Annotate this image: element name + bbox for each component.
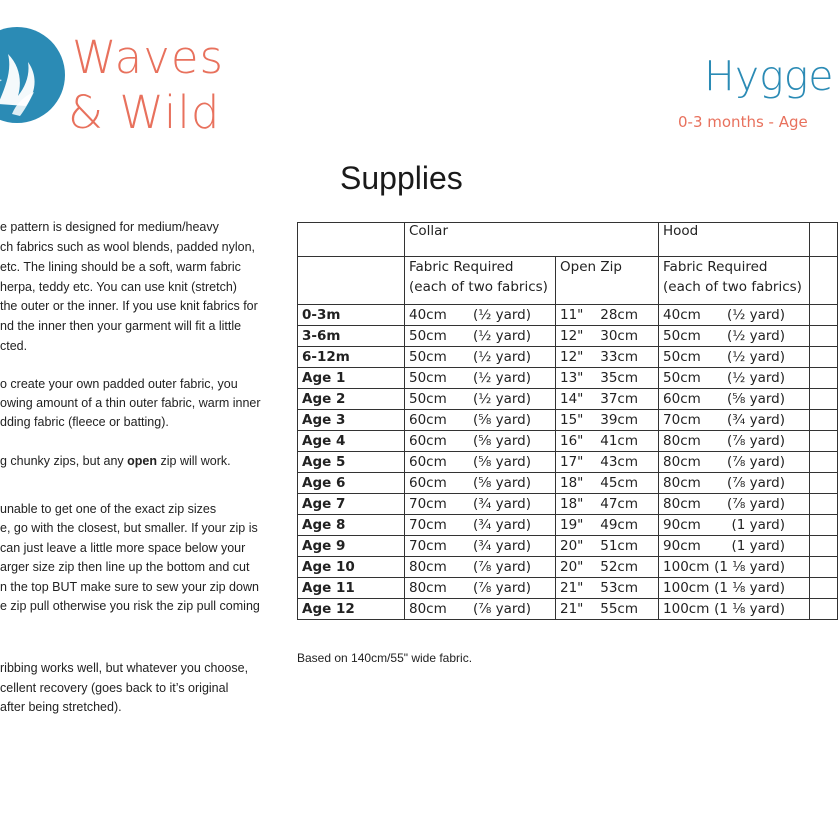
hood-cm: 80cm bbox=[663, 475, 701, 491]
note-line: ch fabrics such as wool blends, padded nylon, bbox=[0, 240, 256, 254]
collar-yard: (¾ yard) bbox=[472, 496, 531, 512]
note-line: dding fabric (fleece or batting). bbox=[0, 415, 169, 429]
note-text: g chunky zips, but any bbox=[0, 454, 128, 468]
collar-yard: (⅝ yard) bbox=[472, 433, 531, 449]
table-extra-cell bbox=[810, 515, 838, 536]
note-line: e pattern is designed for medium/heavy bbox=[0, 220, 219, 234]
table-group-header-row bbox=[298, 223, 838, 257]
note-line bbox=[0, 454, 231, 468]
collar-fabric-cell bbox=[405, 389, 556, 410]
table-extra-cell bbox=[810, 536, 838, 557]
note-text: zip will work. bbox=[157, 454, 231, 468]
zip-cm: 43cm bbox=[600, 454, 639, 470]
hood-yard: (⅝ yard) bbox=[726, 391, 786, 407]
hood-cm: 50cm bbox=[663, 349, 701, 365]
hood-yard: (⅞ yard) bbox=[726, 496, 786, 512]
table-row bbox=[298, 410, 838, 431]
zip-inches: 18" bbox=[560, 475, 584, 491]
open-zip-cell bbox=[556, 473, 659, 494]
note-line: unable to get one of the exact zip sizes bbox=[0, 502, 217, 516]
table-extra-cell bbox=[810, 368, 838, 389]
collar-fabric-cell bbox=[405, 536, 556, 557]
section-heading: Supplies bbox=[340, 160, 463, 196]
age-cell: Age 10 bbox=[298, 557, 405, 578]
age-cell: Age 9 bbox=[298, 536, 405, 557]
hood-yard: (1 ⅛ yard) bbox=[714, 580, 786, 596]
age-cell: Age 8 bbox=[298, 515, 405, 536]
pattern-title: Hygge bbox=[704, 52, 834, 100]
collar-fabric-cell bbox=[405, 368, 556, 389]
open-zip-cell bbox=[556, 578, 659, 599]
hood-yard: (½ yard) bbox=[726, 370, 786, 386]
zip-cm: 35cm bbox=[600, 370, 639, 386]
hood-fabric-cell bbox=[659, 578, 810, 599]
hood-fabric-cell bbox=[659, 557, 810, 578]
note-line: cted. bbox=[0, 339, 28, 353]
zip-cm: 39cm bbox=[600, 412, 639, 428]
collar-fabric-cell bbox=[405, 347, 556, 368]
collar-yard: (⅝ yard) bbox=[472, 475, 531, 491]
table-row bbox=[298, 515, 838, 536]
open-zip-cell bbox=[556, 431, 659, 452]
table-corner-cell bbox=[298, 257, 405, 305]
open-zip-cell bbox=[556, 389, 659, 410]
zip-cm: 45cm bbox=[600, 475, 639, 491]
note-emphasis: open bbox=[127, 454, 158, 468]
table-extra-cell bbox=[810, 389, 838, 410]
header-text: (each of two fabrics) bbox=[663, 279, 802, 295]
collar-cm: 60cm bbox=[409, 412, 447, 428]
hood-yard: (1 ⅛ yard) bbox=[714, 559, 786, 575]
hood-yard: (½ yard) bbox=[726, 307, 786, 323]
note-line: after being stretched). bbox=[0, 700, 122, 714]
open-zip-cell bbox=[556, 368, 659, 389]
hood-yard: (¾ yard) bbox=[726, 412, 786, 428]
table-extra-cell bbox=[810, 494, 838, 515]
zip-cm: 33cm bbox=[600, 349, 639, 365]
hood-fabric-cell bbox=[659, 599, 810, 620]
table-row bbox=[298, 305, 838, 326]
collar-fabric-cell bbox=[405, 473, 556, 494]
age-cell: Age 6 bbox=[298, 473, 405, 494]
age-cell: Age 12 bbox=[298, 599, 405, 620]
collar-fabric-cell bbox=[405, 305, 556, 326]
collar-cm: 50cm bbox=[409, 391, 447, 407]
hood-fabric-cell bbox=[659, 536, 810, 557]
table-extra-cell bbox=[810, 326, 838, 347]
collar-yard: (⅞ yard) bbox=[472, 580, 531, 596]
hood-fabric-cell bbox=[659, 515, 810, 536]
note-line: e zip pull otherwise you risk the zip pull coming bbox=[0, 599, 260, 613]
collar-yard: (½ yard) bbox=[472, 349, 531, 365]
age-cell: Age 7 bbox=[298, 494, 405, 515]
zip-inches: 16" bbox=[560, 433, 584, 449]
wave-logo-icon bbox=[0, 26, 66, 124]
collar-cm: 80cm bbox=[409, 601, 447, 617]
zip-inches: 17" bbox=[560, 454, 584, 470]
age-cell: Age 1 bbox=[298, 368, 405, 389]
hood-cm: 80cm bbox=[663, 454, 701, 470]
hood-yard: (⅞ yard) bbox=[726, 433, 786, 449]
age-cell: 6-12m bbox=[298, 347, 405, 368]
hood-fabric-cell bbox=[659, 452, 810, 473]
zip-cm: 52cm bbox=[600, 559, 639, 575]
table-row bbox=[298, 494, 838, 515]
collar-yard: (¾ yard) bbox=[472, 517, 531, 533]
table-extra-cell bbox=[810, 431, 838, 452]
open-zip-cell bbox=[556, 515, 659, 536]
table-row bbox=[298, 431, 838, 452]
collar-yard: (⅝ yard) bbox=[472, 412, 531, 428]
hood-fabric-cell bbox=[659, 347, 810, 368]
collar-yard: (½ yard) bbox=[472, 391, 531, 407]
note-line: herpa, teddy etc. You can use knit (stretch) bbox=[0, 280, 237, 294]
hood-cm: 80cm bbox=[663, 496, 701, 512]
hood-fabric-cell bbox=[659, 389, 810, 410]
table-row bbox=[298, 368, 838, 389]
open-zip-cell bbox=[556, 347, 659, 368]
collar-cm: 80cm bbox=[409, 559, 447, 575]
zip-cm: 47cm bbox=[600, 496, 639, 512]
zip-inches: 14" bbox=[560, 391, 584, 407]
collar-fabric-cell bbox=[405, 494, 556, 515]
hood-yard: (½ yard) bbox=[726, 349, 786, 365]
table-row bbox=[298, 599, 838, 620]
collar-fabric-cell bbox=[405, 410, 556, 431]
note-line: etc. The lining should be a soft, warm fabric bbox=[0, 260, 241, 274]
open-zip-cell bbox=[556, 557, 659, 578]
zip-cm: 30cm bbox=[600, 328, 639, 344]
hood-fabric-header bbox=[659, 257, 810, 305]
hood-fabric-cell bbox=[659, 431, 810, 452]
collar-fabric-cell bbox=[405, 557, 556, 578]
table-extra-header bbox=[810, 257, 838, 305]
collar-cm: 40cm bbox=[409, 307, 447, 323]
collar-yard: (½ yard) bbox=[472, 307, 531, 323]
zip-cm: 51cm bbox=[600, 538, 639, 554]
age-cell: 3-6m bbox=[298, 326, 405, 347]
note-line: o create your own padded outer fabric, you bbox=[0, 377, 238, 391]
header-text: Fabric Required bbox=[663, 259, 768, 275]
zip-inches: 20" bbox=[560, 559, 584, 575]
hood-yard: (½ yard) bbox=[726, 328, 786, 344]
open-zip-cell bbox=[556, 494, 659, 515]
zip-cm: 41cm bbox=[600, 433, 639, 449]
collar-cm: 50cm bbox=[409, 349, 447, 365]
collar-fabric-cell bbox=[405, 515, 556, 536]
note-line: arger size zip then line up the bottom and cut bbox=[0, 560, 250, 574]
table-extra-header bbox=[810, 223, 838, 257]
hood-group-header: Hood bbox=[659, 223, 810, 257]
hood-yard: (⅞ yard) bbox=[726, 475, 786, 491]
note-line: owing amount of a thin outer fabric, warm inner bbox=[0, 396, 261, 410]
table-row bbox=[298, 557, 838, 578]
hood-fabric-cell bbox=[659, 410, 810, 431]
hood-cm: 100cm bbox=[663, 580, 710, 596]
hood-yard: (1 yard) bbox=[731, 517, 786, 533]
hood-cm: 50cm bbox=[663, 370, 701, 386]
table-extra-cell bbox=[810, 473, 838, 494]
table-row bbox=[298, 389, 838, 410]
collar-cm: 60cm bbox=[409, 475, 447, 491]
hood-cm: 100cm bbox=[663, 559, 710, 575]
hood-cm: 90cm bbox=[663, 538, 701, 554]
hood-fabric-cell bbox=[659, 368, 810, 389]
zip-inches: 18" bbox=[560, 496, 584, 512]
hood-yard: (1 yard) bbox=[731, 538, 786, 554]
open-zip-header: Open Zip bbox=[556, 257, 659, 305]
table-body bbox=[298, 305, 838, 620]
zip-cm: 37cm bbox=[600, 391, 639, 407]
open-zip-cell bbox=[556, 536, 659, 557]
hood-fabric-cell bbox=[659, 494, 810, 515]
zip-cm: 49cm bbox=[600, 517, 639, 533]
table-corner-cell bbox=[298, 223, 405, 257]
age-cell: Age 3 bbox=[298, 410, 405, 431]
zip-inches: 13" bbox=[560, 370, 584, 386]
hood-cm: 40cm bbox=[663, 307, 701, 323]
collar-cm: 50cm bbox=[409, 370, 447, 386]
hood-cm: 70cm bbox=[663, 412, 701, 428]
table-extra-cell bbox=[810, 557, 838, 578]
age-cell: Age 11 bbox=[298, 578, 405, 599]
collar-cm: 80cm bbox=[409, 580, 447, 596]
note-line: cellent recovery (goes back to it’s original bbox=[0, 681, 229, 695]
hood-cm: 60cm bbox=[663, 391, 701, 407]
collar-fabric-cell bbox=[405, 578, 556, 599]
note-line: n the top BUT make sure to sew your zip down bbox=[0, 580, 259, 594]
collar-yard: (½ yard) bbox=[472, 328, 531, 344]
supplies-table bbox=[297, 222, 838, 620]
table-extra-cell bbox=[810, 578, 838, 599]
hood-fabric-cell bbox=[659, 305, 810, 326]
open-zip-cell bbox=[556, 326, 659, 347]
zip-inches: 12" bbox=[560, 328, 584, 344]
age-cell: 0-3m bbox=[298, 305, 405, 326]
brand-name-line-2: & Wild bbox=[68, 86, 221, 139]
zip-cm: 28cm bbox=[600, 307, 639, 323]
collar-fabric-cell bbox=[405, 431, 556, 452]
zip-inches: 19" bbox=[560, 517, 584, 533]
collar-cm: 70cm bbox=[409, 517, 447, 533]
table-row bbox=[298, 347, 838, 368]
table-row bbox=[298, 452, 838, 473]
open-zip-cell bbox=[556, 410, 659, 431]
collar-fabric-cell bbox=[405, 452, 556, 473]
collar-yard: (¾ yard) bbox=[472, 538, 531, 554]
collar-cm: 50cm bbox=[409, 328, 447, 344]
collar-fabric-cell bbox=[405, 326, 556, 347]
zip-inches: 20" bbox=[560, 538, 584, 554]
hood-cm: 90cm bbox=[663, 517, 701, 533]
zip-inches: 15" bbox=[560, 412, 584, 428]
collar-yard: (⅞ yard) bbox=[472, 559, 531, 575]
age-cell: Age 5 bbox=[298, 452, 405, 473]
collar-yard: (⅝ yard) bbox=[472, 454, 531, 470]
note-line: e, go with the closest, but smaller. If your zip is bbox=[0, 521, 258, 535]
zip-inches: 21" bbox=[560, 601, 584, 617]
size-range-subtitle: 0-3 months - Age bbox=[678, 113, 808, 131]
table-sub-header-row bbox=[298, 257, 838, 305]
zip-cm: 55cm bbox=[600, 601, 639, 617]
zip-inches: 21" bbox=[560, 580, 584, 596]
table-row bbox=[298, 578, 838, 599]
brand-name-line-1: Waves bbox=[72, 31, 224, 84]
zip-inches: 12" bbox=[560, 349, 584, 365]
open-zip-cell bbox=[556, 305, 659, 326]
open-zip-cell bbox=[556, 452, 659, 473]
collar-cm: 60cm bbox=[409, 433, 447, 449]
hood-yard: (1 ⅛ yard) bbox=[714, 601, 786, 617]
note-line: ribbing works well, but whatever you choose, bbox=[0, 661, 249, 675]
hood-cm: 50cm bbox=[663, 328, 701, 344]
table-extra-cell bbox=[810, 452, 838, 473]
note-line: nd the inner then your garment will fit a little bbox=[0, 319, 242, 333]
collar-cm: 60cm bbox=[409, 454, 447, 470]
collar-cm: 70cm bbox=[409, 496, 447, 512]
table-extra-cell bbox=[810, 347, 838, 368]
table-row bbox=[298, 536, 838, 557]
zip-inches: 11" bbox=[560, 307, 584, 323]
collar-fabric-cell bbox=[405, 599, 556, 620]
table-row bbox=[298, 326, 838, 347]
table-extra-cell bbox=[810, 305, 838, 326]
age-cell: Age 2 bbox=[298, 389, 405, 410]
table-row bbox=[298, 473, 838, 494]
note-line: can just leave a little more space below your bbox=[0, 541, 246, 555]
age-cell: Age 4 bbox=[298, 431, 405, 452]
collar-cm: 70cm bbox=[409, 538, 447, 554]
hood-fabric-cell bbox=[659, 326, 810, 347]
table-footnote: Based on 140cm/55" wide fabric. bbox=[297, 651, 473, 665]
table-extra-cell bbox=[810, 410, 838, 431]
collar-fabric-header bbox=[405, 257, 556, 305]
hood-yard: (⅞ yard) bbox=[726, 454, 786, 470]
open-zip-cell bbox=[556, 599, 659, 620]
hood-fabric-cell bbox=[659, 473, 810, 494]
header-text: (each of two fabrics) bbox=[409, 279, 548, 295]
zip-cm: 53cm bbox=[600, 580, 639, 596]
header-text: Fabric Required bbox=[409, 259, 514, 275]
note-line: the outer or the inner. If you use knit fabrics for bbox=[0, 299, 258, 313]
collar-yard: (⅞ yard) bbox=[472, 601, 531, 617]
collar-group-header: Collar bbox=[405, 223, 659, 257]
table-extra-cell bbox=[810, 599, 838, 620]
collar-yard: (½ yard) bbox=[472, 370, 531, 386]
hood-cm: 80cm bbox=[663, 433, 701, 449]
hood-cm: 100cm bbox=[663, 601, 710, 617]
